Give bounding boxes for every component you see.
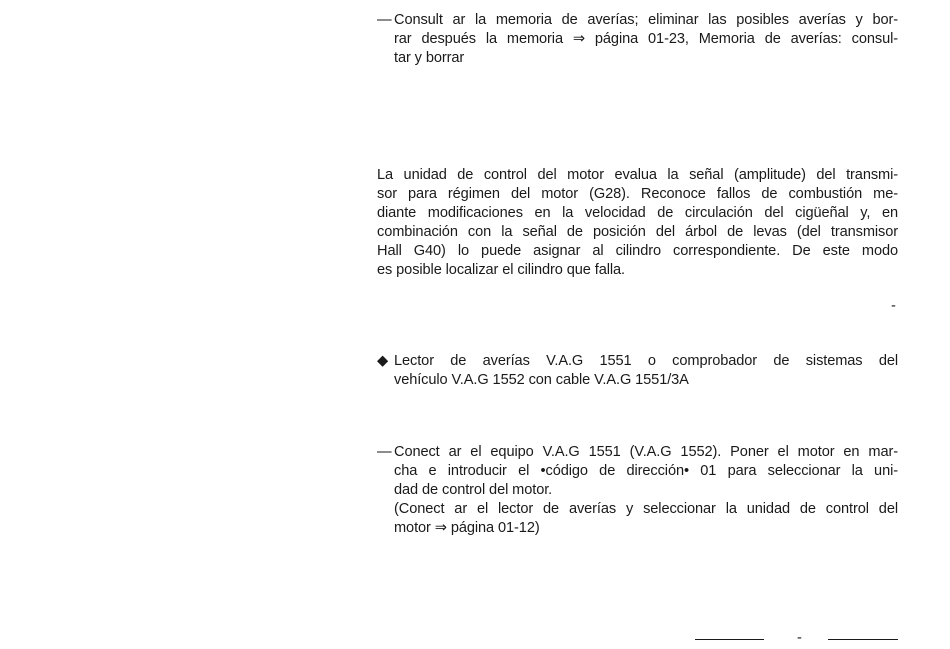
step-memory-line-3: tar y borrar: [394, 50, 465, 66]
diamond-bullet-icon: ◆: [377, 353, 389, 369]
description-paragraph: [377, 166, 898, 280]
step-connect-line-3: dad de control del motor.: [394, 482, 553, 498]
step-dash-marker: —: [377, 444, 392, 460]
margin-dash: -: [891, 298, 896, 314]
step-memory-line-1: Consult ar la memoria de averías; eliminar las posibles averías y bor-: [394, 12, 898, 28]
step-connect-line-5: motor ⇒ página 01-12): [394, 520, 540, 536]
description-line-4: combinación con la señal de posición del árbol de levas (del transmisor: [377, 224, 898, 240]
step-connect-tester: [377, 443, 898, 538]
tool-list-item: [377, 352, 898, 390]
step-memory-line-2: rar después la memoria ⇒ página 01-23, Memoria de averías: consul-: [394, 31, 898, 47]
footer-rule-left: [695, 639, 764, 640]
description-line-1: La unidad de control del motor evalua la señal (amplitude) del transmi-: [377, 167, 898, 183]
footer-rule-right: [828, 639, 898, 640]
description-line-5: Hall G40) lo puede asignar al cilindro correspondiente. De este modo: [377, 243, 898, 259]
step-dash-marker: —: [377, 12, 392, 28]
step-connect-line-4: (Conect ar el lector de averías y seleccionar la unidad de control del: [394, 501, 898, 517]
description-line-2: sor para régimen del motor (G28). Reconoce fallos de combustión me-: [377, 186, 898, 202]
step-consult-memory: [377, 11, 898, 68]
step-connect-line-1: Conect ar el equipo V.A.G 1551 (V.A.G 1552). Poner el motor en mar-: [394, 444, 898, 460]
description-line-3: diante modificaciones en la velocidad de circulación del cigüeñal y, en: [377, 205, 898, 221]
tool-item-line-2: vehículo V.A.G 1552 con cable V.A.G 1551/3A: [394, 372, 689, 388]
footer-dash: -: [797, 630, 802, 646]
description-line-6: es posible localizar el cilindro que falla.: [377, 262, 625, 278]
tool-item-line-1: Lector de averías V.A.G 1551 o comprobador de sistemas del: [394, 353, 898, 369]
step-connect-line-2: cha e introducir el •código de dirección• 01 para seleccionar la uni-: [394, 463, 898, 479]
